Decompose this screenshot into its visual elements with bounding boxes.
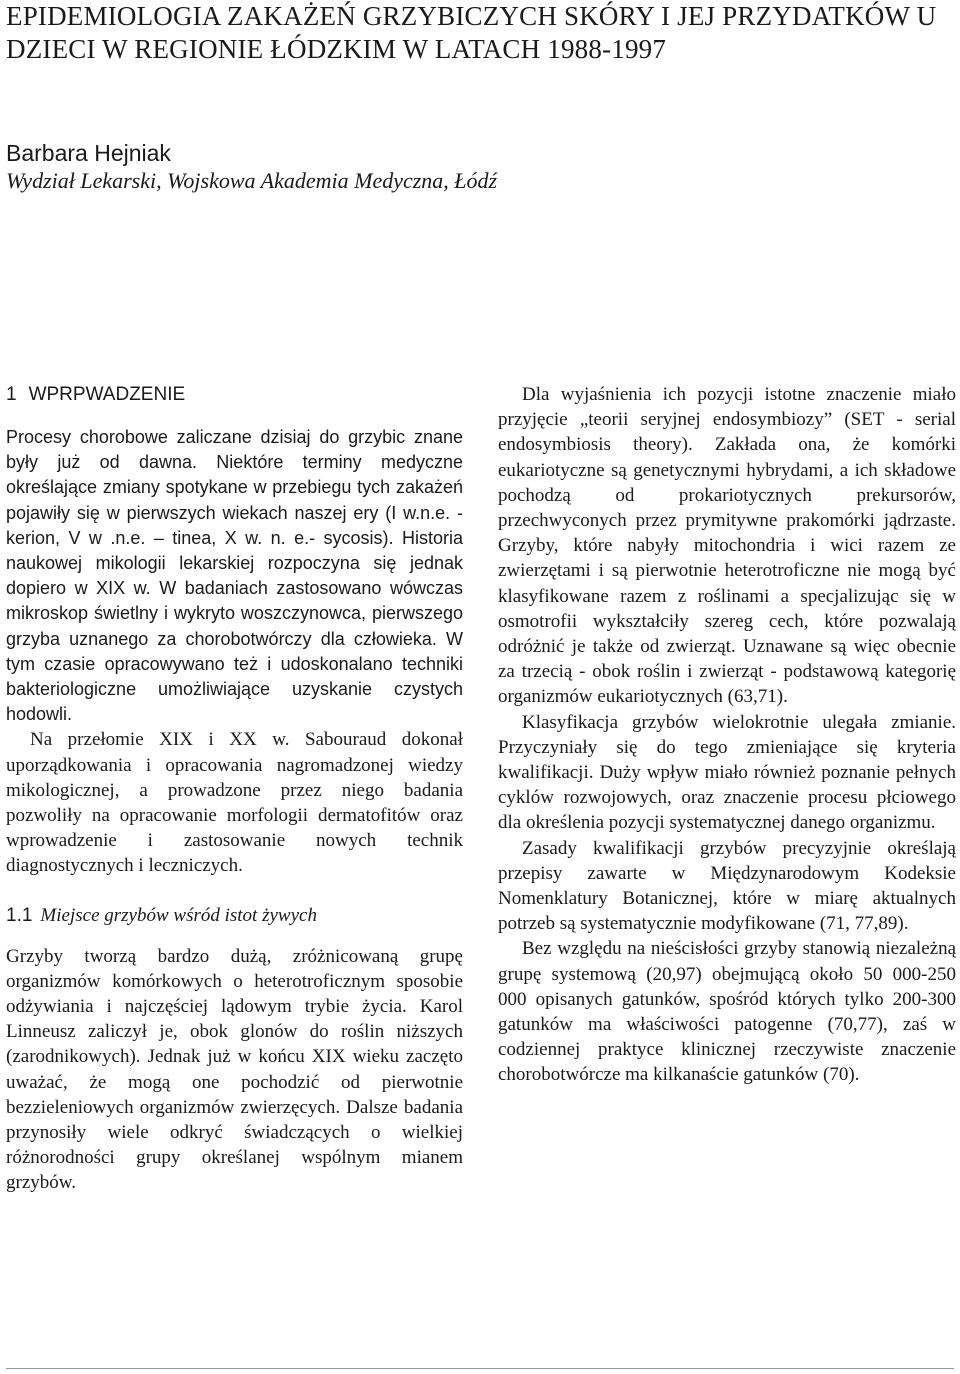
left-column bbox=[6, 382, 463, 1196]
intro-paragraph-1: Procesy chorobowe zaliczane dzisiaj do grzybic znane były już od dawna. Niektóre terminy medyczne określające zmiany spotykane w przebiegu tych zakażeń pojawiły się w pierwszych wiekach naszej ery (I w.n.e. - kerion, V w .n.e. – tinea, X w. n. e.- sycosis). Historia naukowej mikologii lekarskiej rozpoczyna się jednak dopiero w XIX w. W badaniach zastosowano wówczas mikroskop świetlny i wykryto woszczynowca, pierwszego grzyba uznanego za chorobotwórczy dla człowieka. W tym czasie opracowywano też i udoskonalano techniki bakteriologiczne umożliwiające uzyskanie czystych hodowli. bbox=[6, 427, 463, 725]
right-column bbox=[498, 382, 956, 1088]
author-name: Barbara Hejniak bbox=[6, 140, 171, 166]
fungi-paragraph-2: Dla wyjaśnienia ich pozycji istotne znaczenie miało przyjęcie „teorii seryjnej endosymbiozy” (SET - serial endosymbiosis theory). Zakłada ona, że komórki eukariotyczne są genetycznymi hybrydami, a ich składowe pochodzą od prokariotycznych prekursorów, przechwyconych przez prymitywne prakomórki jądrzaste. Grzyby, które nabyły mitochondria i wici razem ze zwierzętami i są pierwotnie heterotroficzne nie mogą być klasyfikowane razem z roślinami a specjalizując się w osmotrofii wykształciły szereg cech, które pozwalają odróżnić je także od zwierząt. Uznawane są więc obecnie za trzecią - obok roślin i zwierząt - podstawową kategorię organizmów eukariotycznych (63,71). bbox=[498, 384, 956, 708]
fungi-paragraph-4: Zasady kwalifikacji grzybów precyzyjnie określają przepisy zawarte w Międzynarodowym Kodeksie Nomenklatury Botanicznej, które w miarę aktualnych potrzeb są systematycznie modyfikowane (71, 77,89). bbox=[498, 837, 956, 935]
section-heading-introduction bbox=[6, 382, 463, 407]
fungi-paragraph-5: Bez względu na nieścisłości grzyby stanowią niezależną grupę systemową (20,97) obejmującą około 50 000-250 000 opisanych gatunków, spośród których tylko 200-300 gatunków ma właściwości patogenne (70,77), zaś w codziennej praktyce klinicznej rzeczywiste znaczenie chorobotwórcze ma kilkanaście gatunków (70). bbox=[498, 938, 956, 1086]
intro-paragraph-2: Na przełomie XIX i XX w. Sabouraud dokonał uporządkowania i opracowania nagromadzonej wiedzy mikologicznej, a prowadzone przez niego badania pozwoliły na opracowanie morfologii dermatofitów oraz wprowadzenie i zastosowanie nowych technik diagnostycznych i leczniczych. bbox=[6, 729, 463, 877]
subsection-title: Miejsce grzybów wśród istot żywych bbox=[40, 904, 317, 926]
fungi-paragraph-3: Klasyfikacja grzybów wielokrotnie ulegała zmianie. Przyczyniały się do tego zmieniające się kryteria kwalifikacji. Duży wpływ miało również poznanie pełnych cyklów rozwojowych, oraz znaczenie procesu płciowego dla określenia pozycji systematycznej danego organizmu. bbox=[498, 711, 956, 834]
subsection-heading-fungi-place bbox=[6, 903, 463, 928]
author-affiliation: Wydział Lekarski, Wojskowa Akademia Medyczna, Łódź bbox=[6, 168, 498, 193]
section-number: 1 bbox=[6, 384, 17, 405]
subsection-number: 1.1 bbox=[6, 904, 33, 926]
paper-title: EPIDEMIOLOGIA ZAKAŻEŃ GRZYBICZYCH SKÓRY I JEJ PRZYDATKÓW U DZIECI W REGIONIE ŁÓDZKIM W LATACH 1988-1997 bbox=[6, 1, 937, 64]
fungi-paragraph-1: Grzyby tworzą bardzo dużą, zróżnicowaną grupę organizmów komórkowych o heterotroficznym sposobie odżywiania i najczęściej lądowym trybie życia. Karol Linneusz zaliczył je, obok glonów do roślin niższych (zarodnikowych). Jednak już w końcu XIX wieku zaczęto uważać, że mogą one pochodzić od pierwotnie bezzieleniowych organizmów zwierzęcych. Dalsze badania przynosiły wiele odkryć świadczących o wielkiej różnorodności grupy określanej wspólnym mianem grzybów. bbox=[6, 945, 463, 1194]
page-bottom-rule bbox=[6, 1368, 954, 1369]
section-title: WPRPWADZENIE bbox=[28, 384, 186, 405]
